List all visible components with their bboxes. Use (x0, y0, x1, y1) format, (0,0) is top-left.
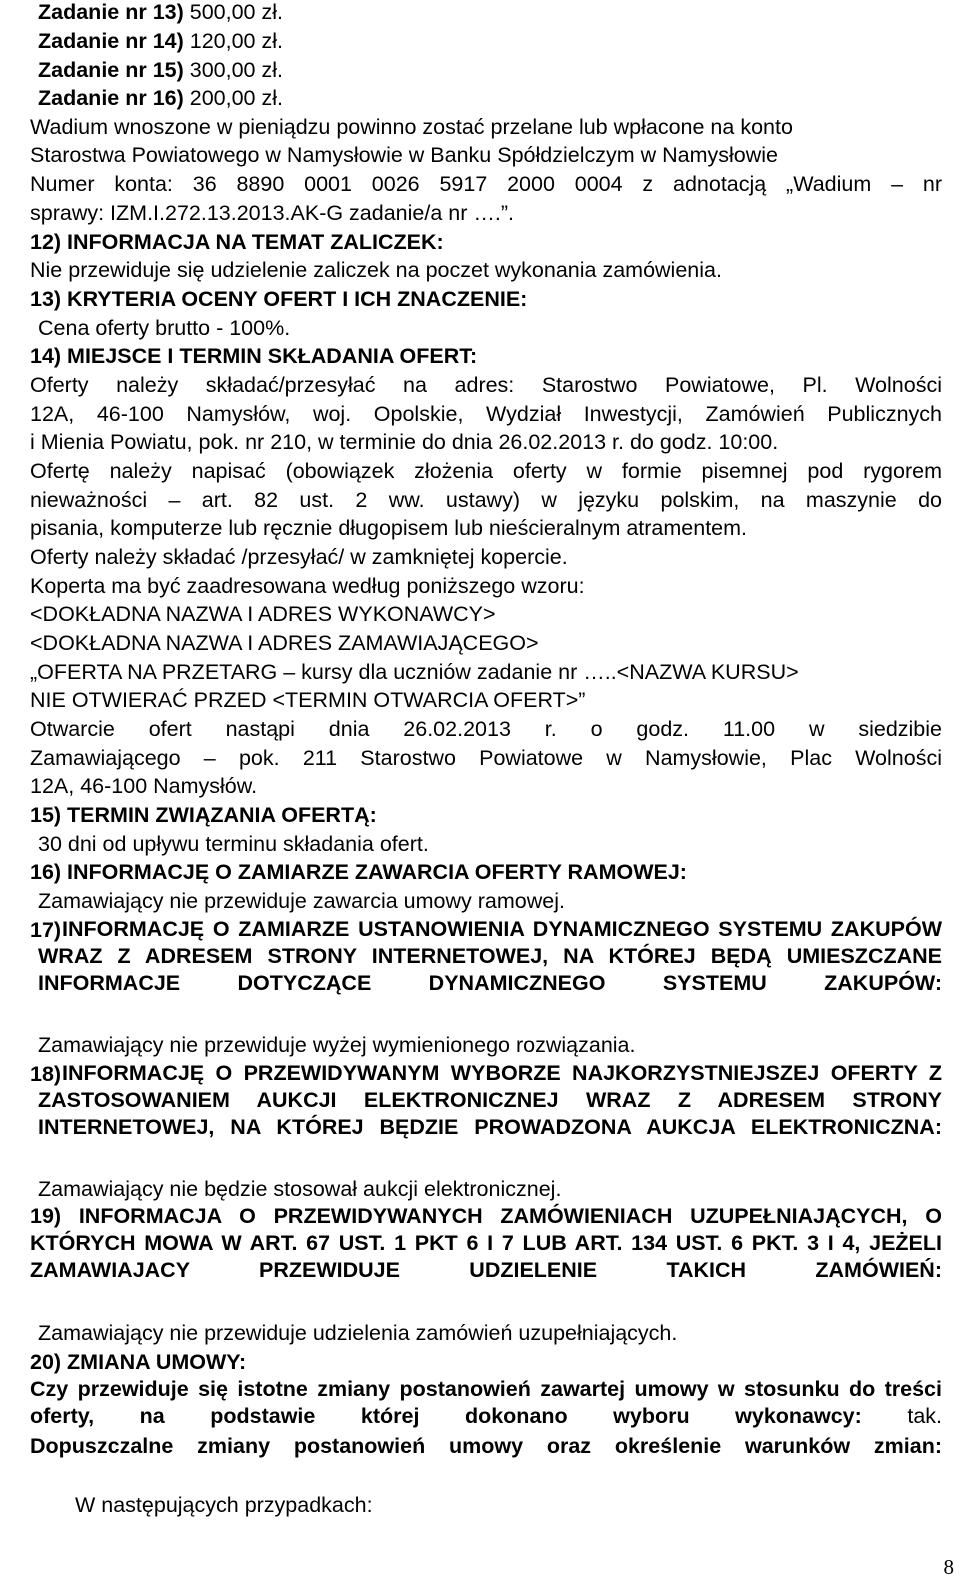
section-14-line-11: „OFERTA NA PRZETARG – kursy dla uczniów zadanie nr …..<NAZWA KURSU> (30, 660, 799, 684)
section-14-line-13: Otwarcie ofert nastąpi dnia 26.02.2013 r. o godz. 11.00 w siedzibie (30, 717, 942, 741)
wadium-line-2: Starostwa Powiatowego w Namysłowie w Banku Spółdzielczym w Namysłowie (30, 143, 778, 167)
zadanie-14 (38, 31, 283, 53)
section-20-dopuszczalne: Dopuszczalne zmiany postanowień umowy oraz określenie warunków zmian: (30, 1434, 942, 1458)
section-14-line-12: NIE OTWIERAĆ PRZED <TERMIN OTWARCIA OFERT>” (30, 688, 586, 712)
wadium-line-4: sprawy: IZM.I.272.13.2013.AK-G zadanie/a nr ….”. (30, 201, 514, 225)
section-15-heading: 15) TERMIN ZWIĄZANIA OFERTĄ: (30, 803, 377, 827)
section-14-line-7: Oferty należy składać /przesyłać/ w zamkniętej kopercie. (30, 545, 568, 569)
section-20-text: W następujących przypadkach: (75, 1493, 373, 1517)
section-17-number: 17) (30, 918, 62, 942)
section-14-line-3: i Mienia Powiatu, pok. nr 210, w terminie do dnia 26.02.2013 r. do godz. 10:00. (30, 430, 779, 454)
zadanie-16 (38, 88, 283, 110)
zadanie-amount: 120,00 zł. (189, 29, 283, 53)
section-14-line-6: pisania, komputerze lub ręcznie długopisem lub nieścieralnym atramentem. (30, 516, 748, 540)
section-17-heading (38, 916, 942, 997)
page-number: 8 (943, 1555, 954, 1579)
section-20-question (30, 1376, 942, 1430)
zadanie-amount: 200,00 zł. (189, 86, 283, 110)
section-18-heading-text: INFORMACJĘ O PRZEWIDYWANYM WYBORZE NAJKORZYSTNIEJSZEJ OFERTY Z ZASTOSOWANIEM AUKCJI ELEKTRONICZNEJ WRAZ Z ADRESEM STRONY INTERNETOWEJ, NA KTÓREJ BĘDZIE PROWADZONA AUKCJA ELEKTRONICZNA: (38, 1061, 942, 1139)
section-14-heading: 14) MIEJSCE I TERMIN SKŁADANIA OFERT: (30, 344, 478, 368)
zadanie-label: Zadanie nr 13) (38, 0, 184, 24)
wadium-line-3: Numer konta: 36 8890 0001 0026 5917 2000 0004 z adnotacją „Wadium – nr (30, 172, 942, 196)
section-14-line-5: nieważności – art. 82 ust. 2 ww. ustawy) w języku polskim, na maszynie do (30, 488, 942, 512)
section-14-line-1: Oferty należy składać/przesyłać na adres: Starostwo Powiatowe, Pl. Wolności (30, 373, 942, 397)
section-14-line-9: <DOKŁADNA NAZWA I ADRES WYKONAWCY> (30, 602, 496, 626)
section-14-line-14: Zamawiającego – pok. 211 Starostwo Powiatowe w Namysłowie, Plac Wolności (30, 746, 942, 770)
section-18-number: 18) (30, 1062, 62, 1086)
section-20-heading: 20) ZMIANA UMOWY: (30, 1350, 247, 1374)
section-17-heading-text: INFORMACJĘ O ZAMIARZE USTANOWIENIA DYNAMICZNEGO SYSTEMU ZAKUPÓW WRAZ Z ADRESEM STRONY INTERNETOWEJ, NA KTÓREJ BĘDĄ UMIESZCZANE INFORMACJE DOTYCZĄCE DYNAMICZNEGO SYSTEMU ZAKUPÓW: (38, 917, 942, 995)
section-19-text: Zamawiający nie przewiduje udzielenia zamówień uzupełniających. (38, 1321, 678, 1345)
zadanie-amount: 300,00 zł. (189, 58, 283, 82)
section-12-heading: 12) INFORMACJA NA TEMAT ZALICZEK: (30, 230, 444, 254)
zadanie-label: Zadanie nr 14) (38, 29, 184, 53)
section-12-text: Nie przewiduje się udzielenie zaliczek na poczet wykonania zamówienia. (30, 258, 722, 282)
section-13-heading: 13) KRYTERIA OCENY OFERT I ICH ZNACZENIE: (30, 287, 528, 311)
zadanie-label: Zadanie nr 15) (38, 58, 184, 82)
zadanie-15 (38, 60, 283, 82)
zadanie-label: Zadanie nr 16) (38, 86, 184, 110)
section-14-line-8: Koperta ma być zaadresowana według poniższego wzoru: (30, 574, 585, 598)
section-19-heading: 19) INFORMACJA O PRZEWIDYWANYCH ZAMÓWIENIACH UZUPEŁNIAJĄCYCH, O KTÓRYCH MOWA W ART. 67 UST. 1 PKT 6 I 7 LUB ART. 134 UST. 6 PKT. 3 I 4, JEŻELI ZAMAWIAJACY PRZEWIDUJE UDZIELENIE TAKICH ZAMÓWIEŃ: (30, 1204, 942, 1282)
section-15-text: 30 dni od upływu terminu składania ofert. (38, 832, 429, 856)
section-20-answer: tak. (907, 1403, 942, 1428)
section-16-text: Zamawiający nie przewiduje zawarcia umowy ramowej. (38, 889, 565, 913)
section-14-line-10: <DOKŁADNA NAZWA I ADRES ZAMAWIAJĄCEGO> (30, 631, 539, 655)
wadium-line-1: Wadium wnoszone w pieniądzu powinno zostać przelane lub wpłacone na konto (30, 115, 793, 139)
section-16-heading: 16) INFORMACJĘ O ZAMIARZE ZAWARCIA OFERTY RAMOWEJ: (30, 860, 687, 884)
zadanie-13 (38, 2, 283, 24)
zadanie-amount: 500,00 zł. (189, 0, 283, 24)
section-13-text: Cena oferty brutto - 100%. (38, 316, 291, 340)
section-17-text: Zamawiający nie przewiduje wyżej wymienionego rozwiązania. (38, 1033, 636, 1057)
section-18-heading (38, 1060, 942, 1141)
section-14-line-15: 12A, 46-100 Namysłów. (30, 774, 258, 798)
section-14-line-4: Ofertę należy napisać (obowiązek złożenia oferty w formie pisemnej pod rygorem (30, 459, 942, 483)
section-18-text: Zamawiający nie będzie stosował aukcji elektronicznej. (38, 1177, 562, 1201)
section-14-line-2: 12A, 46-100 Namysłów, woj. Opolskie, Wydział Inwestycji, Zamówień Publicznych (30, 402, 942, 426)
section-20-question-text: Czy przewiduje się istotne zmiany postanowień zawartej umowy w stosunku do treści oferty, na podstawie której dokonano wyboru wykonawcy: (30, 1377, 942, 1428)
